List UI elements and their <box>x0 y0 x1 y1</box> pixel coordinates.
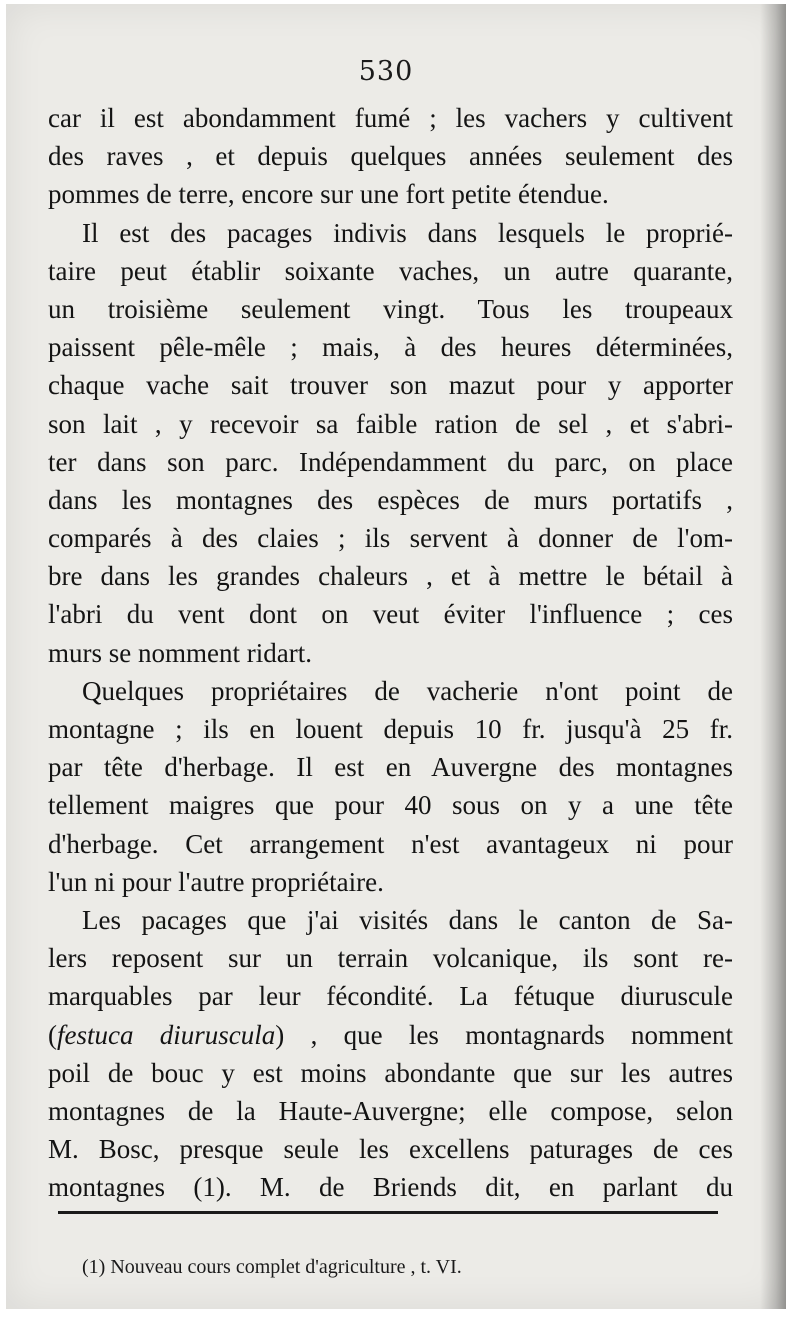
text-line: Les pacages que j'ai visités dans le canton de Sa- <box>82 904 733 935</box>
italic-line-after: ) , que les montagnards nomment <box>275 1019 733 1050</box>
text-line: montagnes de la Haute-Auvergne; elle compose, selon <box>48 1095 733 1126</box>
body-text <box>48 99 733 1206</box>
text-line: chaque vache sait trouver son mazut pour y apporter <box>48 370 733 401</box>
book-page <box>6 4 786 1309</box>
text-line: des raves , et depuis quelques années seulement des <box>48 141 733 172</box>
text-line: Quelques propriétaires de vacherie n'ont point de <box>82 675 733 706</box>
latin-name: festuca diuruscula <box>57 1019 276 1050</box>
text-line: l'un ni pour l'autre propriétaire. <box>48 866 384 897</box>
text-line: car il est abondamment fumé ; les vachers y cultivent <box>48 103 733 133</box>
page-edge-shadow <box>760 4 786 1309</box>
text-line: ter dans son parc. Indépendamment du parc, on place <box>48 446 733 477</box>
text-line: Il est des pacages indivis dans lesquels le proprié- <box>82 217 733 248</box>
text-line: pommes de terre, encore sur une fort petite étendue. <box>48 179 609 210</box>
text-line: comparés à des claies ; ils servent à donner de l'om- <box>48 523 733 554</box>
text-line: paissent pêle-mêle ; mais, à des heures déterminées, <box>48 332 733 363</box>
footnote: (1) Nouveau cours complet d'agriculture , t. VI. <box>82 1256 462 1278</box>
text-line: l'abri du vent dont on veut éviter l'influence ; ces <box>48 599 733 630</box>
text-line: bre dans les grandes chaleurs , et à mettre le bétail à <box>48 561 733 592</box>
text-line: montagne ; ils en louent depuis 10 fr. jusqu'à 25 fr. <box>48 714 733 744</box>
text-line: murs se nomment ridart. <box>48 637 312 668</box>
text-line: tellement maigres que pour 40 sous on y a une tête <box>48 790 733 821</box>
text-line: par tête d'herbage. Il est en Auvergne des montagnes <box>48 752 733 783</box>
text-line: d'herbage. Cet arrangement n'est avantageux ni pour <box>48 828 733 859</box>
text-line: dans les montagnes des espèces de murs portatifs , <box>48 484 733 515</box>
text-line: montagnes (1). M. de Briends dit, en parlant du <box>48 1172 733 1203</box>
text-line: lers reposent sur un terrain volcanique, ils sont re- <box>48 943 733 974</box>
text-line: M. Bosc, presque seule les excellens paturages de ces <box>48 1134 733 1165</box>
text-line: un troisième seulement vingt. Tous les troupeaux <box>48 293 733 324</box>
text-line: marquables par leur fécondité. La fétuque diuruscule <box>48 981 733 1012</box>
text-line-italic <box>48 1016 733 1054</box>
text-line: son lait , y recevoir sa faible ration de sel , et s'abri- <box>48 408 733 439</box>
footnote-rule <box>58 1211 718 1214</box>
text-line: poil de bouc y est moins abondante que sur les autres <box>48 1057 733 1088</box>
italic-line-before: ( <box>48 1019 57 1050</box>
page-number: 530 <box>358 56 414 87</box>
text-line: taire peut établir soixante vaches, un autre quarante, <box>48 255 733 286</box>
